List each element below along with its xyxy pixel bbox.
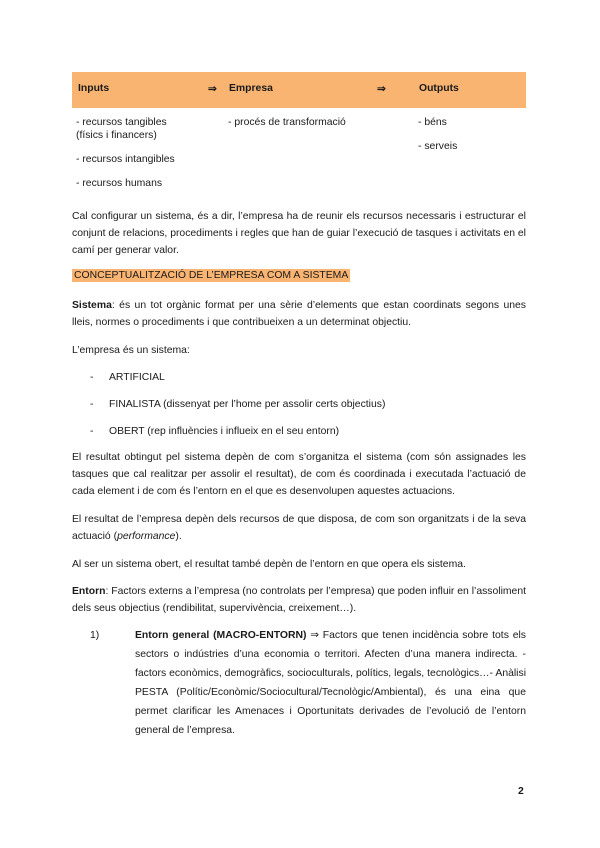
text-segment: El resultat de l’empresa depèn dels recursos de que disposa, de com son organitzats i de la seva actuació ( [72, 514, 526, 542]
item-text [135, 626, 526, 740]
italic-term: performance [117, 531, 176, 542]
paragraph-entorn [72, 583, 526, 617]
header-empresa: Empresa [229, 83, 273, 94]
paragraph-sistema-obert: Al ser un sistema obert, el resultat també depèn de l’entorn en que opera els sistema. [72, 559, 466, 570]
arrow-icon: ⇒ [377, 84, 386, 95]
list-item: - recursos tangibles (físics i financers) [76, 117, 167, 141]
list-item-text: OBERT (rep influències i influeix en el seu entorn) [109, 426, 340, 437]
paragraph-resultat: El resultat obtingut pel sistema depèn de com s’organitza el sistema (com són assignades les tasques que cal realitzar per assolir el resultat), de com és coordinada i executada l’actuació de cada element i de com és l’entorn en el que es desenvolupen aquestes actuacions. [72, 452, 526, 497]
list-item: - béns [418, 117, 447, 128]
list-bullet: - [90, 426, 94, 437]
paragraph-empresa-sistema: L’empresa és un sistema: [72, 345, 190, 356]
text-segment: ). [175, 531, 182, 542]
term-entorn: Entorn [72, 586, 106, 597]
item-description: ⇒ Factors que tenen incidència sobre tots els sectors o indústries d’una economia o territori. Afecten d’una manera indirecta. -factors econòmics, demogràfics, socioculturals, polítics, legals, tecnològics…- Anàlisi PESTA (Polític/Econòmic/Sociocultural/Tecnològic/Ambiental), és una eina que permet clarificar les Amenaces i Oportunitats derivades de l’evolució de l’entorn general de l’empresa. [135, 630, 526, 736]
list-item: - procés de transformació [228, 117, 346, 128]
list-item-text: ARTIFICIAL [109, 372, 165, 383]
definition-sistema: : és un tot orgànic format per una sèrie d’elements que estan coordinats segons unes lleis, normes o procediments i que contribueixen a un determinat objectiu. [72, 300, 526, 328]
term-sistema: Sistema [72, 300, 112, 311]
definition-entorn: : Factors externs a l’empresa (no controlats per l’empresa) que poden influir en l’assoliment dels seus objectius (rendibilitat, supervivència, creixement…). [72, 586, 526, 614]
list-bullet: - [90, 399, 94, 410]
item-number: 1) [90, 630, 100, 641]
list-item-text: FINALISTA (dissenyat per l’home per assolir certs objectius) [109, 399, 386, 410]
inputs-cell [76, 116, 196, 201]
outputs-cell [418, 116, 518, 164]
header-inputs: Inputs [78, 83, 110, 94]
empresa-cell [228, 116, 378, 140]
list-item: - recursos intangibles [76, 154, 175, 165]
page-number: 2 [518, 786, 524, 797]
section-heading: CONCEPTUALITZACIÓ DE L’EMPRESA COM A SISTEMA [74, 270, 349, 281]
paragraph-sistema [72, 297, 526, 331]
table-header [72, 72, 526, 108]
paragraph-performance [72, 511, 526, 545]
header-outputs: Outputs [419, 83, 459, 94]
input-output-table [72, 72, 526, 228]
list-bullet: - [90, 372, 94, 383]
arrow-icon: ⇒ [208, 84, 217, 95]
item-title: Entorn general (MACRO-ENTORN) [135, 630, 307, 641]
paragraph-configurar: Cal configurar un sistema, és a dir, l’empresa ha de reunir els recursos necessaris i estructurar el conjunt de relacions, procediments i regles que han de guiar l’execució de tasques i activitats en el camí per generar valor. [72, 211, 526, 256]
list-item: - serveis [418, 141, 458, 152]
list-item: - recursos humans [76, 178, 163, 189]
